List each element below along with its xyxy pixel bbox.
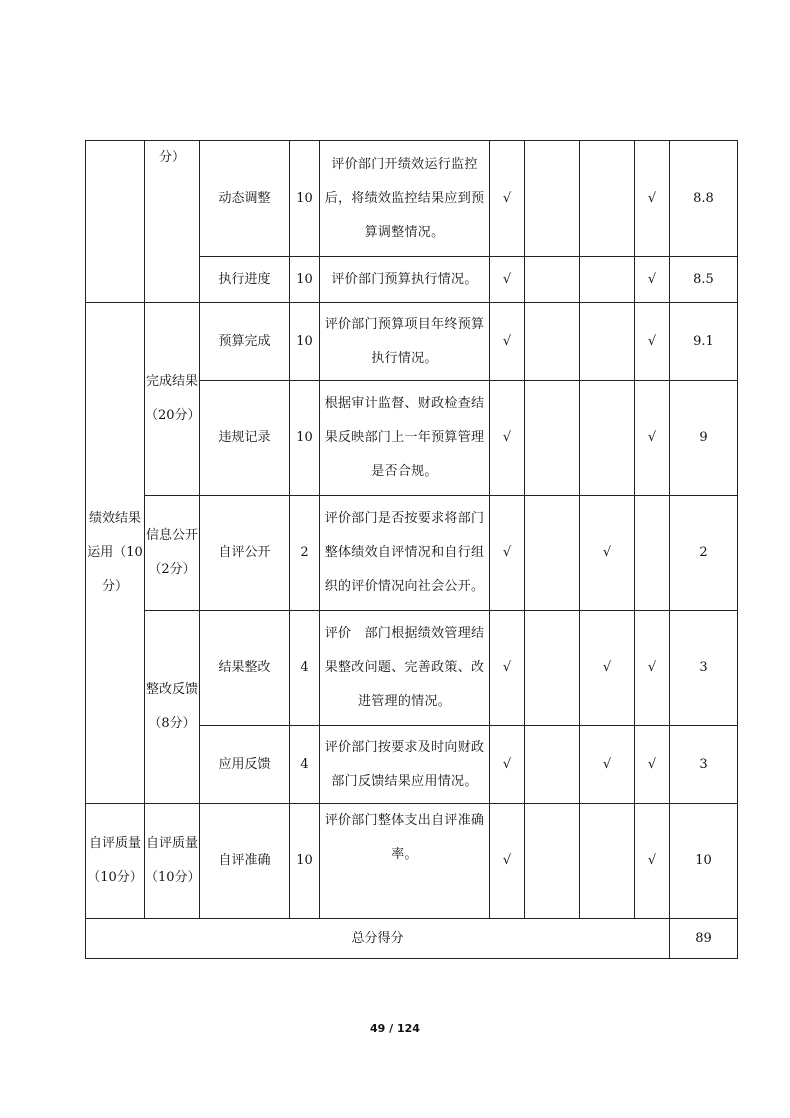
category-level2-cell: 分） (145, 141, 200, 303)
check-cell-1: √ (490, 303, 525, 381)
page-number: 49 / 124 (370, 1022, 420, 1035)
category-level2-cell: 信息公开（2分） (145, 496, 200, 611)
check-cell-4: √ (635, 257, 670, 303)
check-cell-3: √ (580, 611, 635, 726)
description-cell: 评价部门按要求及时向财政部门反馈结果应用情况。 (320, 726, 490, 804)
check-cell-3 (580, 141, 635, 257)
category-level1-cell: 绩效结果运用（10分） (86, 303, 145, 804)
check-cell-4 (635, 496, 670, 611)
description-cell: 评价部门预算执行情况。 (320, 257, 490, 303)
category-level1-cell: 自评质量（10分） (86, 804, 145, 919)
check-cell-1: √ (490, 496, 525, 611)
check-cell-3 (580, 381, 635, 496)
indicator-cell: 应用反馈 (200, 726, 290, 804)
table-row (86, 804, 738, 919)
table-row (86, 611, 738, 726)
check-cell-1: √ (490, 257, 525, 303)
check-cell-3 (580, 257, 635, 303)
check-cell-4: √ (635, 804, 670, 919)
check-cell-2 (525, 381, 580, 496)
score-cell: 10 (290, 257, 320, 303)
indicator-cell: 动态调整 (200, 141, 290, 257)
score-cell: 4 (290, 611, 320, 726)
result-score-cell: 8.5 (670, 257, 738, 303)
result-score-cell: 2 (670, 496, 738, 611)
check-cell-2 (525, 496, 580, 611)
score-cell: 10 (290, 303, 320, 381)
check-cell-1: √ (490, 726, 525, 804)
check-cell-2 (525, 141, 580, 257)
result-score-cell: 9 (670, 381, 738, 496)
description-cell: 评价 部门根据绩效管理结果整改问题、完善政策、改进管理的情况。 (320, 611, 490, 726)
check-cell-3: √ (580, 496, 635, 611)
description-cell: 评价部门开绩效运行监控后，将绩效监控结果应到预算调整情况。 (320, 141, 490, 257)
check-cell-3: √ (580, 726, 635, 804)
description-cell: 评价部门是否按要求将部门整体绩效自评情况和自行组织的评价情况向社会公开。 (320, 496, 490, 611)
check-cell-4: √ (635, 611, 670, 726)
check-cell-2 (525, 611, 580, 726)
indicator-cell: 结果整改 (200, 611, 290, 726)
table-row (86, 141, 738, 257)
score-cell: 4 (290, 726, 320, 804)
check-cell-4: √ (635, 141, 670, 257)
score-cell: 10 (290, 804, 320, 919)
evaluation-table (85, 140, 738, 959)
category-level2-cell: 自评质量（10分） (145, 804, 200, 919)
category-level2-cell: 整改反馈（8分） (145, 611, 200, 804)
total-label: 总分得分 (86, 919, 670, 959)
check-cell-4: √ (635, 381, 670, 496)
check-cell-1: √ (490, 141, 525, 257)
check-cell-1: √ (490, 611, 525, 726)
score-cell: 10 (290, 141, 320, 257)
check-cell-2 (525, 726, 580, 804)
category-level1-cell (86, 141, 145, 303)
category-level2-cell: 完成结果（20分） (145, 303, 200, 496)
total-value: 89 (670, 919, 738, 959)
indicator-cell: 自评准确 (200, 804, 290, 919)
check-cell-2 (525, 257, 580, 303)
check-cell-3 (580, 303, 635, 381)
table-row (86, 303, 738, 381)
check-cell-2 (525, 804, 580, 919)
total-row (86, 919, 738, 959)
indicator-cell: 执行进度 (200, 257, 290, 303)
indicator-cell: 预算完成 (200, 303, 290, 381)
result-score-cell: 3 (670, 611, 738, 726)
check-cell-3 (580, 804, 635, 919)
score-cell: 10 (290, 381, 320, 496)
description-cell: 评价部门整体支出自评准确率。 (320, 804, 490, 919)
description-cell: 评价部门预算项目年终预算执行情况。 (320, 303, 490, 381)
description-cell: 根据审计监督、财政检查结果反映部门上一年预算管理是否合规。 (320, 381, 490, 496)
result-score-cell: 9.1 (670, 303, 738, 381)
check-cell-1: √ (490, 804, 525, 919)
result-score-cell: 10 (670, 804, 738, 919)
check-cell-4: √ (635, 726, 670, 804)
table-row (86, 496, 738, 611)
result-score-cell: 8.8 (670, 141, 738, 257)
check-cell-2 (525, 303, 580, 381)
result-score-cell: 3 (670, 726, 738, 804)
check-cell-1: √ (490, 381, 525, 496)
check-cell-4: √ (635, 303, 670, 381)
indicator-cell: 自评公开 (200, 496, 290, 611)
indicator-cell: 违规记录 (200, 381, 290, 496)
score-cell: 2 (290, 496, 320, 611)
